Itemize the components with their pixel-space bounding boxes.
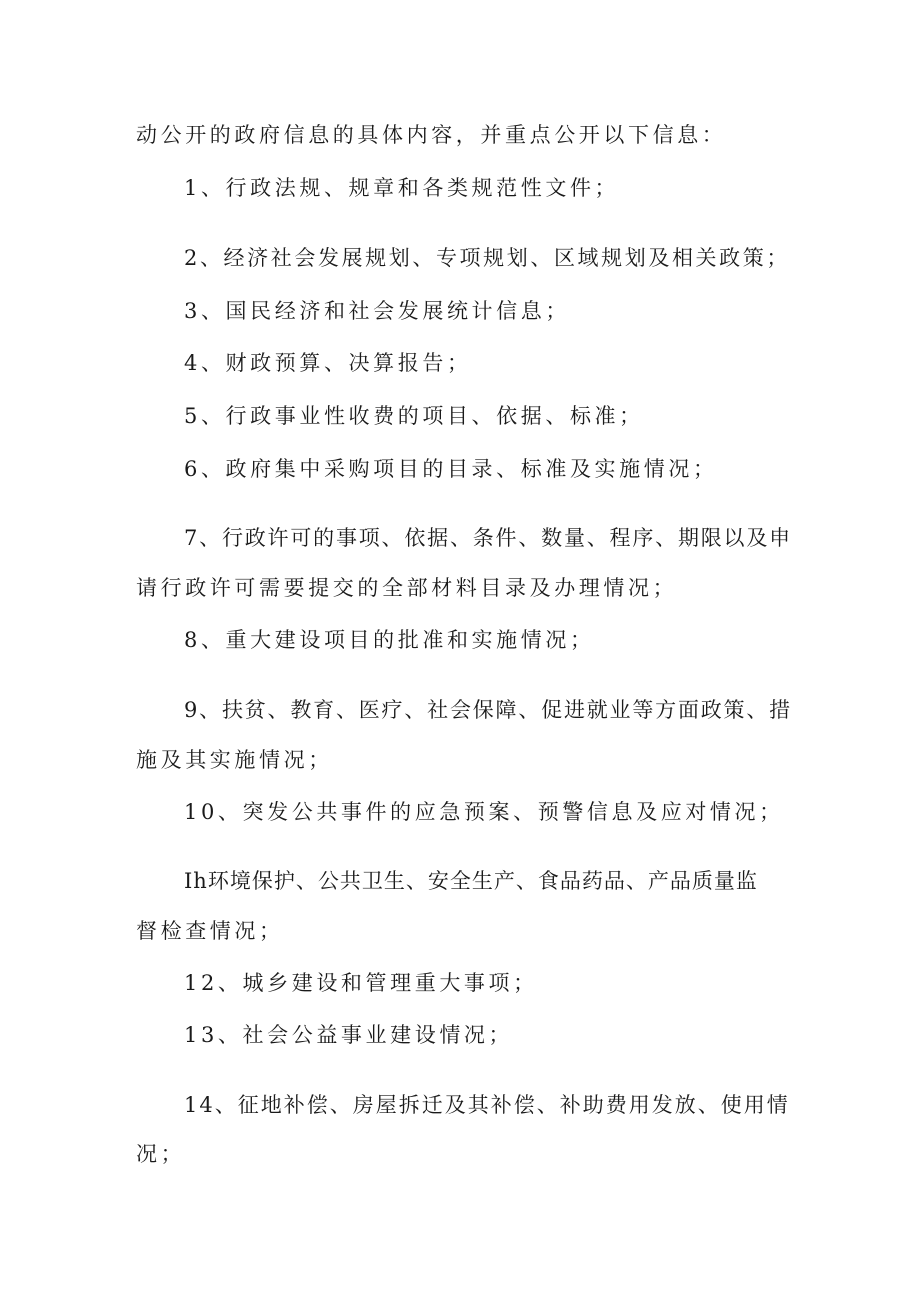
list-item-5: 5、行政事业性收费的项目、依据、标准；: [184, 404, 644, 428]
list-item-6: 6、政府集中采购项目的目录、标准及实施情况；: [184, 457, 718, 481]
list-item-13: 13、社会公益事业建设情况；: [184, 1023, 514, 1047]
list-item-9-line-1: 9、扶贫、教育、医疗、社会保障、促进就业等方面政策、措: [184, 698, 792, 722]
list-item-11-line-1: Ih环境保护、公共卫生、安全生产、食品药品、产品质量监: [184, 869, 758, 893]
list-item-14-line-1: 14、征地补偿、房屋拆迁及其补偿、补助费用发放、使用情: [184, 1093, 790, 1117]
list-item-7-line-1: 7、行政许可的事项、依据、条件、数量、程序、期限以及申: [184, 526, 792, 550]
list-item-4: 4、财政预算、决算报告；: [184, 351, 472, 375]
list-item-11-line-2: 督检查情况；: [136, 919, 284, 943]
list-item-2: 2、经济社会发展规划、专项规划、区域规划及相关政策；: [184, 246, 790, 270]
list-item-1: 1、行政法规、规章和各类规范性文件；: [184, 176, 620, 200]
list-item-3: 3、国民经济和社会发展统计信息；: [184, 299, 570, 323]
list-item-14-line-2: 况；: [136, 1142, 186, 1166]
list-item-8: 8、重大建设项目的批准和实施情况；: [184, 628, 595, 652]
list-item-12: 12、城乡建设和管理重大事项；: [184, 971, 538, 995]
list-item-9-line-2: 施及其实施情况；: [136, 748, 333, 772]
list-item-10: 10、突发公共事件的应急预案、预警信息及应对情况；: [184, 800, 784, 824]
paragraph-line-continuation: 动公开的政府信息的具体内容，并重点公开以下信息：: [136, 123, 727, 147]
list-item-7-line-2: 请行政许可需要提交的全部材料目录及办理情况；: [136, 576, 678, 600]
